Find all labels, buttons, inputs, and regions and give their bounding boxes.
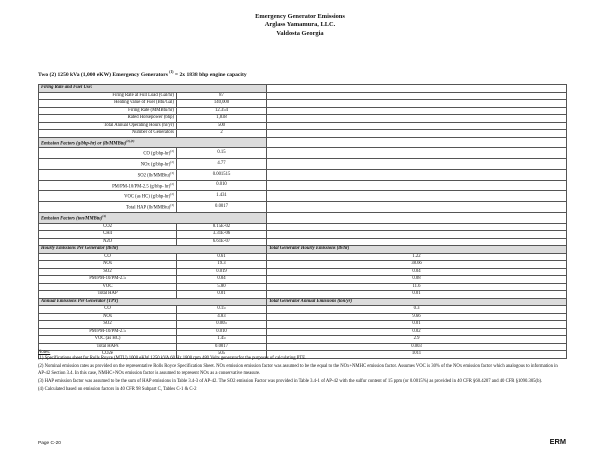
table-row (39, 291, 567, 299)
hourly-label: CO (39, 253, 177, 261)
subtitle-tail: = 2x 1838 bhp engine capacity (174, 71, 247, 78)
ef1-label: VOC (as HC) (g/bhp-hr) (124, 194, 171, 200)
firing-value: 500 (177, 122, 267, 130)
ef2-section-header (39, 212, 567, 223)
annual-value: 1.45 (177, 336, 267, 344)
ef1-label-cell (39, 159, 177, 170)
table-row (39, 231, 567, 239)
page-number: Page C-20 (38, 441, 61, 446)
hourly-total: 38.66 (267, 261, 567, 269)
table-row (39, 261, 567, 269)
ef1-label-cell (39, 191, 177, 202)
ef2-empty-cell (267, 231, 567, 239)
annual-label: VOC (as HC) (39, 336, 177, 344)
table-row (39, 306, 567, 314)
ef2-label-cell (39, 238, 177, 246)
hourly-value: 0.019 (177, 268, 267, 276)
ef2-section-title-ref: (4) (102, 213, 106, 218)
ef1-empty-cell (267, 169, 567, 180)
note-item: (3) HAP emission factor was assumed to be the sum of HAP emissions in Table 3.4-3 of AP-42. The SO2 emission Factor was provided in Table 3.4-1 of AP-42 with the sulfur content of 15 ppm (or 0.0015%) as provided in 40 CFR §60.4207 and 40 CFR §1090.305(b). (38, 378, 543, 384)
firing-empty-cell (267, 115, 567, 123)
notes-title: Notes: (38, 350, 51, 355)
hourly-label: Total HAP (39, 291, 177, 299)
ef2-value: 3.31E-06 (177, 231, 267, 239)
table-row (39, 202, 567, 213)
table-row (39, 148, 567, 159)
ef1-label-ref: (2) (170, 181, 174, 186)
annual-label: SO2 (39, 321, 177, 329)
ef1-label-ref: (2) (170, 192, 174, 197)
hourly-label: PM/PM-10/PM-2.5 (39, 276, 177, 284)
ef2-label: CH4 (103, 231, 112, 237)
ef1-value: 4.77 (177, 159, 267, 170)
table-row (39, 115, 567, 123)
annual-value: 0.0017 (177, 343, 267, 351)
note-item: (1) Specifications sheet for Rolls Royce (MTU) 1000 eKW 1250 kVA 60 Hz 1800 rpm 480 Volts generatorfor the purposes of calculating PTE. (38, 356, 307, 362)
hourly-total: 0.04 (267, 268, 567, 276)
annual-total: 0.01 (267, 321, 567, 329)
firing-label-cell (39, 100, 177, 108)
hourly-total: 1.22 (267, 253, 567, 261)
hourly-section-header (39, 246, 567, 254)
table-row (39, 276, 567, 284)
hourly-value: 0.04 (177, 276, 267, 284)
firing-empty-cell (267, 122, 567, 130)
ef1-value: 0.001515 (177, 169, 267, 180)
firing-section-blank-cell (267, 85, 567, 93)
annual-label: NOx (39, 313, 177, 321)
table-row (39, 283, 567, 291)
annual-total: 0.3 (267, 306, 567, 314)
location: Valdosta Georgia (276, 29, 324, 37)
table-row (39, 100, 567, 108)
ef2-label-cell (39, 223, 177, 231)
annual-total: 0.02 (267, 328, 567, 336)
ef1-label-ref: (3) (170, 170, 174, 175)
table-row (39, 92, 567, 100)
annual-label: Total HAPs (39, 343, 177, 351)
document-header (0, 13, 600, 38)
ef2-value: 8.15E-02 (177, 223, 267, 231)
table-row (39, 180, 567, 191)
ef1-section-title-ref: (2),(3) (126, 138, 135, 143)
ef1-empty-cell (267, 180, 567, 191)
firing-section-title: Firing Rate and Fuel Use: (41, 85, 93, 91)
ef2-label: N2O (102, 238, 113, 244)
firing-label-cell (39, 130, 177, 138)
ef1-label-cell (39, 202, 177, 213)
ef1-label-cell (39, 180, 177, 191)
ef1-empty-cell (267, 148, 567, 159)
table-row (39, 313, 567, 321)
ef1-label: CO (g/bhp-hr) (143, 151, 171, 157)
table-row (39, 238, 567, 246)
annual-value: 4.83 (177, 313, 267, 321)
table-row (39, 321, 567, 329)
firing-label-cell (39, 115, 177, 123)
annual-section-total-title: Total Generator Annual Emissions (ton/yr) (269, 298, 353, 304)
firing-empty-cell (267, 130, 567, 138)
note-item: (4) Calculated based on emission factors in 40 CFR 98 Subpart C, Tables C-1 & C-2 (38, 386, 197, 392)
annual-label: CO2e (39, 351, 177, 359)
ef2-label: CO2 (103, 223, 112, 229)
emissions-table (38, 84, 567, 359)
table-row (39, 107, 567, 115)
ef2-value: 6.61E-07 (177, 238, 267, 246)
annual-total: 9.66 (267, 313, 567, 321)
ef1-section-title: Emission Factors (g/bhp-hr) or (lb/MMBtu) (41, 141, 127, 147)
ef1-label-ref: (2) (170, 160, 174, 165)
hourly-total: 0.08 (267, 276, 567, 284)
firing-value: 2 (177, 130, 267, 138)
hourly-total: 0.01 (267, 291, 567, 299)
table-row (39, 191, 567, 202)
annual-section-title-cell (39, 298, 267, 306)
table-row (39, 130, 567, 138)
ef1-value: 0.0017 (177, 202, 267, 213)
firing-label: Firing Rate at Full Load (Gal/hr) (112, 92, 174, 98)
hourly-value: 0.01 (177, 291, 267, 299)
annual-total: 2.9 (267, 336, 567, 344)
firing-empty-cell (267, 100, 567, 108)
annual-section-header (39, 298, 567, 306)
ef1-value: 1.431 (177, 191, 267, 202)
notes-list (38, 356, 566, 393)
ef2-section-title-cell (39, 212, 267, 223)
firing-label: Total Annual Operating Hours (hr/yr) (103, 122, 174, 128)
firing-label-cell (39, 107, 177, 115)
ef1-label-ref: (2) (170, 149, 174, 154)
firing-label-cell (39, 122, 177, 130)
annual-label: CO (39, 306, 177, 314)
hourly-label: NOx (39, 261, 177, 269)
hourly-total: 11.6 (267, 283, 567, 291)
subtitle-text: Two (2) 1250 kVa (1,000 eKW) Emergency Generators (38, 71, 168, 78)
hourly-section-title-cell (39, 246, 267, 254)
annual-section-title: Annual Emissions Per Generator (TPY) (41, 298, 119, 304)
firing-label: Heating value of Fuel (Btu/Gal) (114, 100, 174, 106)
ef1-value: 0.15 (177, 148, 267, 159)
table-row (39, 223, 567, 231)
document-title: Emergency Generator Emissions (255, 13, 345, 20)
firing-empty-cell (267, 107, 567, 115)
ef1-section-title-cell (39, 137, 267, 148)
ef2-section-blank-cell (267, 212, 567, 223)
ef1-label: PM/PM-10/PM-2.5 (g/bhp- hr) (112, 184, 171, 190)
hourly-section-title: Hourly Emissions Per Generator (lb/hr) (41, 246, 119, 252)
firing-section-title-cell (39, 85, 267, 93)
ef1-label-cell (39, 148, 177, 159)
ef1-section-blank-cell (267, 137, 567, 148)
table-row (39, 268, 567, 276)
firing-label-cell (39, 92, 177, 100)
hourly-value: 19.3 (177, 261, 267, 269)
ef1-empty-cell (267, 159, 567, 170)
erm-logo: ERM (549, 437, 566, 446)
firing-label: Number of Generators (131, 130, 174, 136)
ef1-label: SO2 (lb/MMBtu) (137, 173, 171, 179)
hourly-value: 5.80 (177, 283, 267, 291)
hourly-label: SO2 (39, 268, 177, 276)
firing-value: 1,838 (177, 115, 267, 123)
ef1-empty-cell (267, 191, 567, 202)
annual-total: 0.003 (267, 343, 567, 351)
table-row (39, 336, 567, 344)
hourly-section-total-title: Total Generator Hourly Emissions (lb/hr) (269, 246, 350, 252)
ef2-empty-cell (267, 223, 567, 231)
annual-total: 1011 (267, 351, 567, 359)
firing-label: Rated Horsepower (bhp) (127, 115, 174, 121)
annual-value: 0.010 (177, 328, 267, 336)
firing-value: 140,000 (177, 100, 267, 108)
hourly-label: VOC (39, 283, 177, 291)
subtitle-note-ref: (1) (169, 70, 174, 74)
annual-label: PM/PM-10/PM-2.5 (39, 328, 177, 336)
annual-section-total-title-cell (267, 298, 567, 306)
ef1-empty-cell (267, 202, 567, 213)
annual-value: 0.15 (177, 306, 267, 314)
ef2-empty-cell (267, 238, 567, 246)
firing-value: 12.354 (177, 107, 267, 115)
hourly-value: 0.61 (177, 253, 267, 261)
ef1-label: NOx (g/bhp-hr) (140, 162, 171, 168)
firing-value: 87 (177, 92, 267, 100)
table-subtitle (38, 70, 247, 78)
table-row (39, 159, 567, 170)
table-row (39, 122, 567, 130)
table-row (39, 253, 567, 261)
ef1-label-cell (39, 169, 177, 180)
ef1-section-header (39, 137, 567, 148)
ef1-label: Total HAP (lb/MMBtu) (125, 205, 171, 211)
table-row (39, 328, 567, 336)
ef2-section-title: Emission Factors (ton/MMBtu) (41, 216, 103, 222)
hourly-section-total-title-cell (267, 246, 567, 254)
ef1-value: 0.010 (177, 180, 267, 191)
ef1-label-ref: (3) (170, 203, 174, 208)
ef2-label-cell (39, 231, 177, 239)
note-item: (2) Nominal emission rates as provided on the representative Rolls Royce Specification Sheet. NOx emission emission factor was assumed to be the equal to the NOx+NMHC emission factor. Assumes VOC is 30% of the NOx emission factor which analogous to information in AP-42 Section 3.4. In this case, NMHC+NOx emission factor is assumed to represent NOx as a conservative measure. (38, 364, 558, 376)
firing-empty-cell (267, 92, 567, 100)
notes-section (38, 350, 566, 395)
annual-value: 505 (177, 351, 267, 359)
company-name: Arglass Yamamura, LLC. (264, 21, 336, 29)
annual-value: 0.005 (177, 321, 267, 329)
firing-label: Firing Rate (MMBtu/hr) (128, 107, 174, 113)
table-row (39, 169, 567, 180)
firing-section-header (39, 85, 567, 93)
